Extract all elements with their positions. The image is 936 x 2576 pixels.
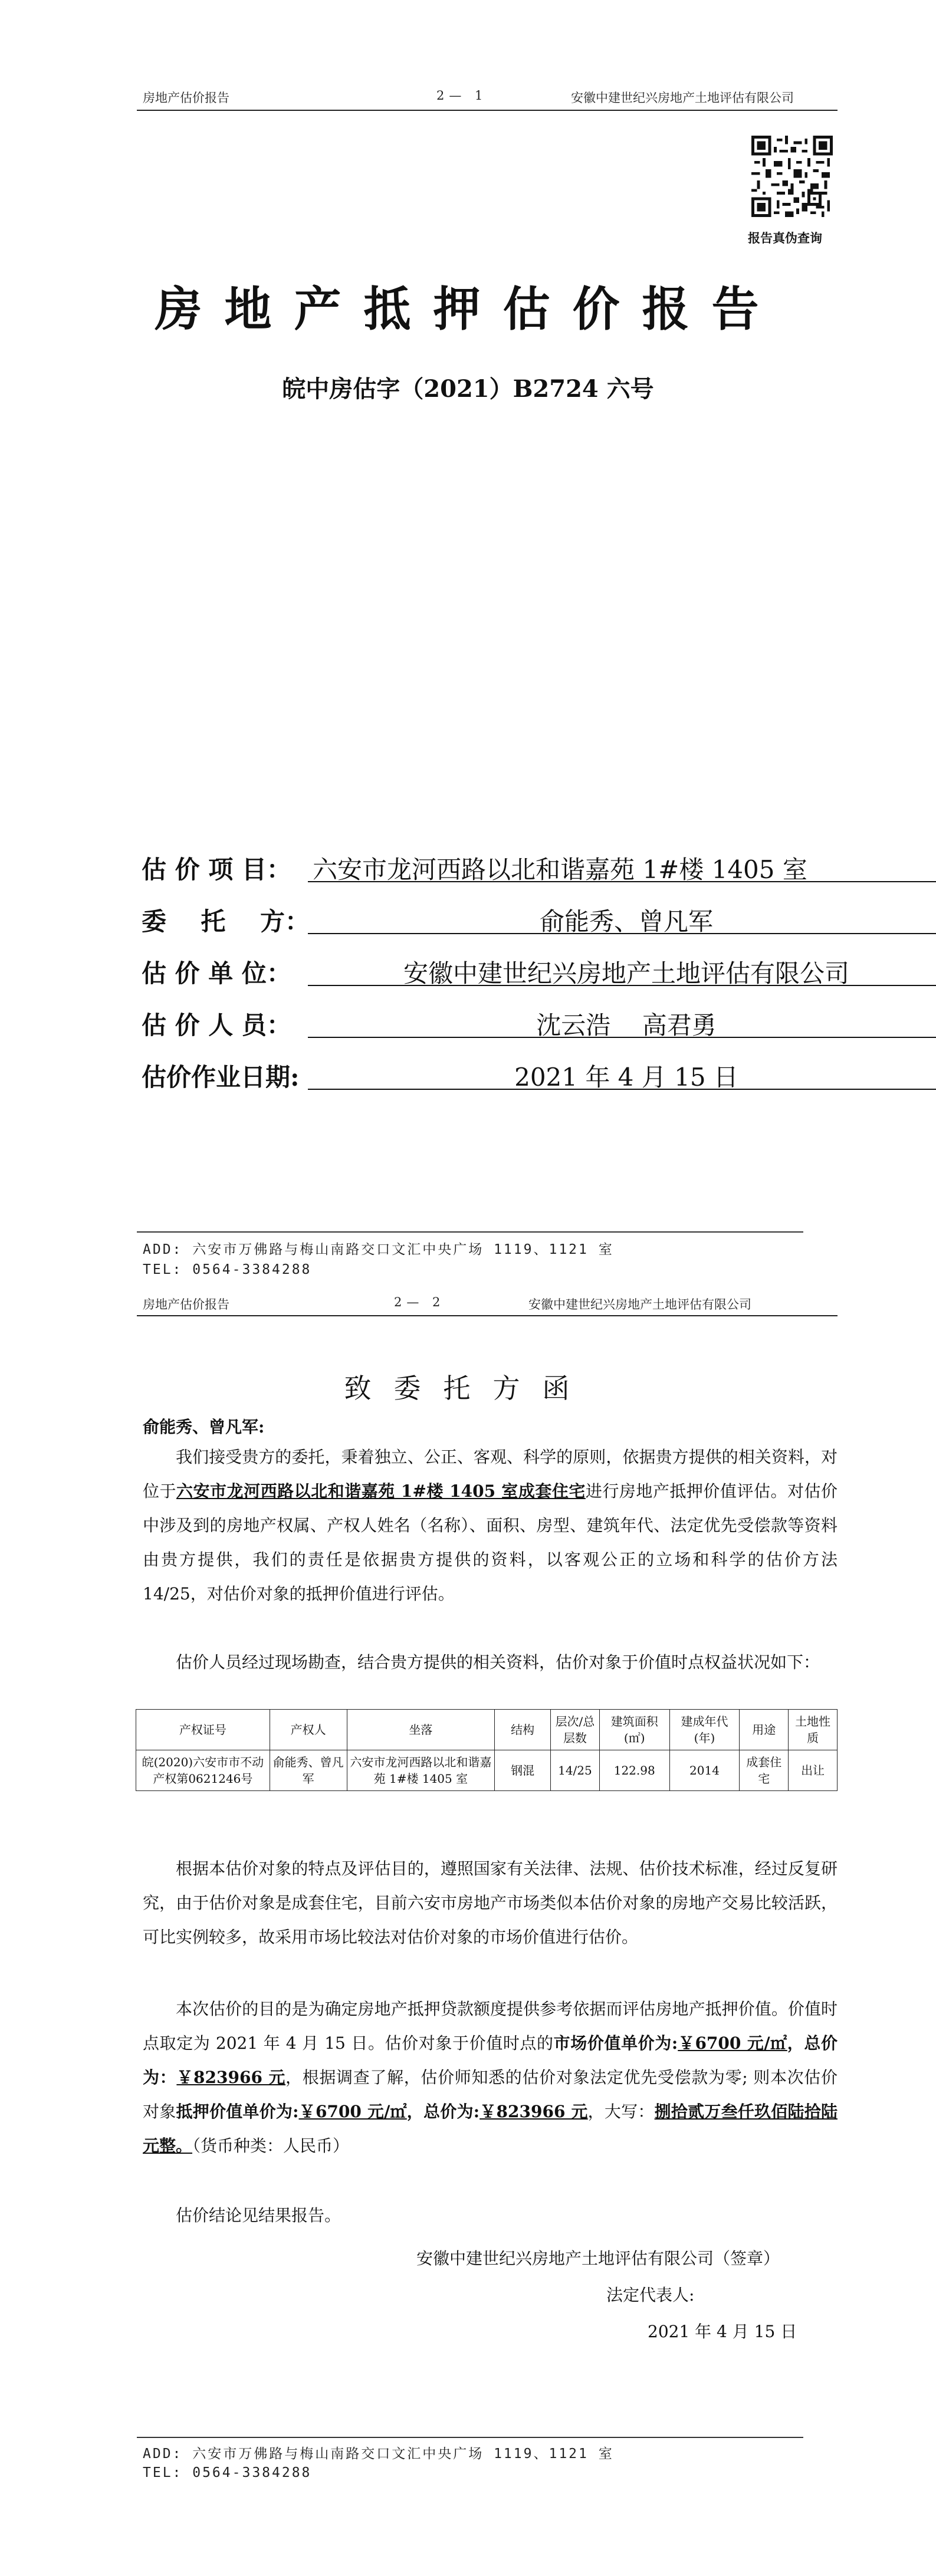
market-unit-price-label: 市场价值单价为: (553, 2033, 678, 2053)
field-project-value: 六安市龙河西路以北和谐嘉苑 1#楼 1405 室 (308, 850, 936, 882)
market-total-label: ，总价为： (143, 2033, 838, 2087)
table-header-row (136, 1710, 838, 1750)
property-address: 六安市龙河西路以北和谐嘉苑 1#楼 1405 室成套住宅 (176, 1481, 586, 1501)
field-client-label: 委 托 方： (142, 907, 310, 936)
market-total-value: ￥823966 元 (176, 2068, 286, 2087)
property-table (136, 1709, 838, 1791)
header-page-number: 2— 2 (394, 1295, 445, 1309)
field-appraisers-value: 沈云浩 高君勇 (308, 1006, 936, 1038)
table-cell: 俞能秀、曾凡军 (270, 1750, 347, 1791)
table-cell: 2014 (669, 1750, 740, 1791)
table-cell: 皖(2020)六安市市不动产权第0621246号 (136, 1750, 270, 1791)
field-date-value: 2021 年 4 月 15 日 (308, 1058, 936, 1090)
paragraph-survey: 估价人员经过现场勘查，结合贵方提供的相关资料，估价对象于价值时点权益状况如下： (176, 1652, 820, 1672)
paragraph-intro (143, 1440, 838, 1611)
table-cell: 成套住宅 (740, 1750, 789, 1791)
amount-words-label: ，大写： (587, 2102, 655, 2121)
signature-company: 安徽中建世纪兴房地产土地评估有限公司（签章） (416, 2249, 780, 2268)
footer-rule (137, 2437, 803, 2438)
table-cell: 出让 (789, 1750, 838, 1791)
table-row (136, 1750, 838, 1791)
mortgage-unit-price-value: ￥6700 元/㎡ (298, 2102, 407, 2121)
qr-code-icon (751, 136, 833, 217)
header-rule (137, 110, 838, 111)
mortgage-unit-price-label: 抵押价值单价为: (176, 2102, 299, 2121)
table-header-cell: 建成年代(年) (669, 1710, 740, 1750)
conclusion-text-cont: ，根据调查了解，估价师知悉的估价对象法定优先受偿款为零; 则本次估价对象 (143, 2068, 838, 2121)
field-appraiser-org-value: 安徽中建世纪兴房地产土地评估有限公司 (308, 954, 936, 986)
report-number: 皖中房估字（2021）B2724 六号 (282, 375, 654, 403)
mortgage-total-value: ￥823966 元 (480, 2102, 588, 2121)
header-left: 房地产估价报告 (143, 1297, 229, 1312)
header-rule (137, 1315, 838, 1316)
table-header-cell: 结构 (495, 1710, 551, 1750)
header-right: 安徽中建世纪兴房地产土地评估有限公司 (571, 91, 794, 105)
table-header-cell: 建筑面积(㎡) (599, 1710, 669, 1750)
mortgage-total-label: ，总价为: (406, 2102, 480, 2121)
table-header-cell: 产权人 (270, 1710, 347, 1750)
letter-title: 致委托方函 (344, 1372, 592, 1404)
footer-address: ADD: 六安市万佛路与梅山南路交口文汇中央广场 1119、1121 室 (143, 2446, 614, 2462)
footer-rule (137, 1231, 803, 1233)
field-client-value: 俞能秀、曾凡军 (308, 902, 936, 934)
currency-note: （货币种类：人民币） (192, 2136, 350, 2156)
signature-representative: 法定代表人: (606, 2285, 695, 2305)
intro-text: 我们接受贵方的委托，秉着独立、公正、客观、科学的原则，依据贵方提供的相关资料，对位于 (143, 1447, 838, 1501)
header-page-number: 2— 1 (436, 88, 488, 103)
table-header-cell: 土地性质 (789, 1710, 838, 1750)
signature-date: 2021 年 4 月 15 日 (648, 2322, 797, 2341)
field-date-label: 估价作业日期: (142, 1063, 300, 1092)
table-cell: 122.98 (599, 1750, 669, 1791)
table-header-cell: 用途 (740, 1710, 789, 1750)
paragraph-result-ref: 估价结论见结果报告。 (176, 2206, 341, 2225)
salutation: 俞能秀、曾凡军: (143, 1417, 265, 1437)
report-title: 房地产抵押估价报告 (155, 281, 781, 337)
field-appraisers-label: 估 价 人 员： (142, 1011, 291, 1040)
header-right: 安徽中建世纪兴房地产土地评估有限公司 (528, 1297, 751, 1312)
qr-caption: 报告真伪查询 (748, 231, 822, 245)
table-cell: 钢混 (495, 1750, 551, 1791)
field-project-label: 估 价 项 目： (142, 855, 291, 884)
footer-phone: TEL: 0564-3384288 (143, 1262, 312, 1277)
table-cell: 14/25 (551, 1750, 600, 1791)
header-left: 房地产估价报告 (143, 91, 229, 105)
footer-phone: TEL: 0564-3384288 (143, 2465, 312, 2480)
conclusion-text: 本次估价的目的是为确定房地产抵押贷款额度提供参考依据而评估房地产抵押价值。价值时点取定为 2021 年 4 月 15 日。估价对象于价值时点的 (143, 1999, 838, 2053)
paragraph-conclusion (143, 1992, 838, 2163)
footer-address: ADD: 六安市万佛路与梅山南路交口文汇中央广场 1119、1121 室 (143, 1242, 614, 1257)
paragraph-method: 根据本估价对象的特点及评估目的，遵照国家有关法律、法规、估价技术标准，经过反复研究，由于估价对象是成套住宅，目前六安市房地产市场类似本估价对象的房地产交易比较活跃，可比实例较多，故采用市场比较法对估价对象的市场价值进行估价。 (143, 1859, 838, 1947)
amount-words-value: 捌拾贰万叁仟玖佰陆拾陆元整。 (143, 2102, 838, 2156)
market-unit-price-value: ￥6700 元/㎡ (678, 2033, 787, 2053)
table-header-cell: 坐落 (347, 1710, 495, 1750)
field-appraiser-org-label: 估 价 单 位： (142, 959, 291, 988)
table-cell: 六安市龙河西路以北和谐嘉苑 1#楼 1405 室 (347, 1750, 495, 1791)
table-header-cell: 产权证号 (136, 1710, 270, 1750)
table-header-cell: 层次/总层数 (551, 1710, 600, 1750)
intro-text-cont: 进行房地产抵押价值评估。对估价中涉及到的房地产权属、产权人姓名（名称）、面积、房型、建筑年代、法定优先受偿款等资料由贵方提供，我们的责任是依据贵方提供的资料，以客观公正的立场和科学的估价方法 14/25，对估价对象的抵押价值进行评估。 (143, 1481, 838, 1604)
